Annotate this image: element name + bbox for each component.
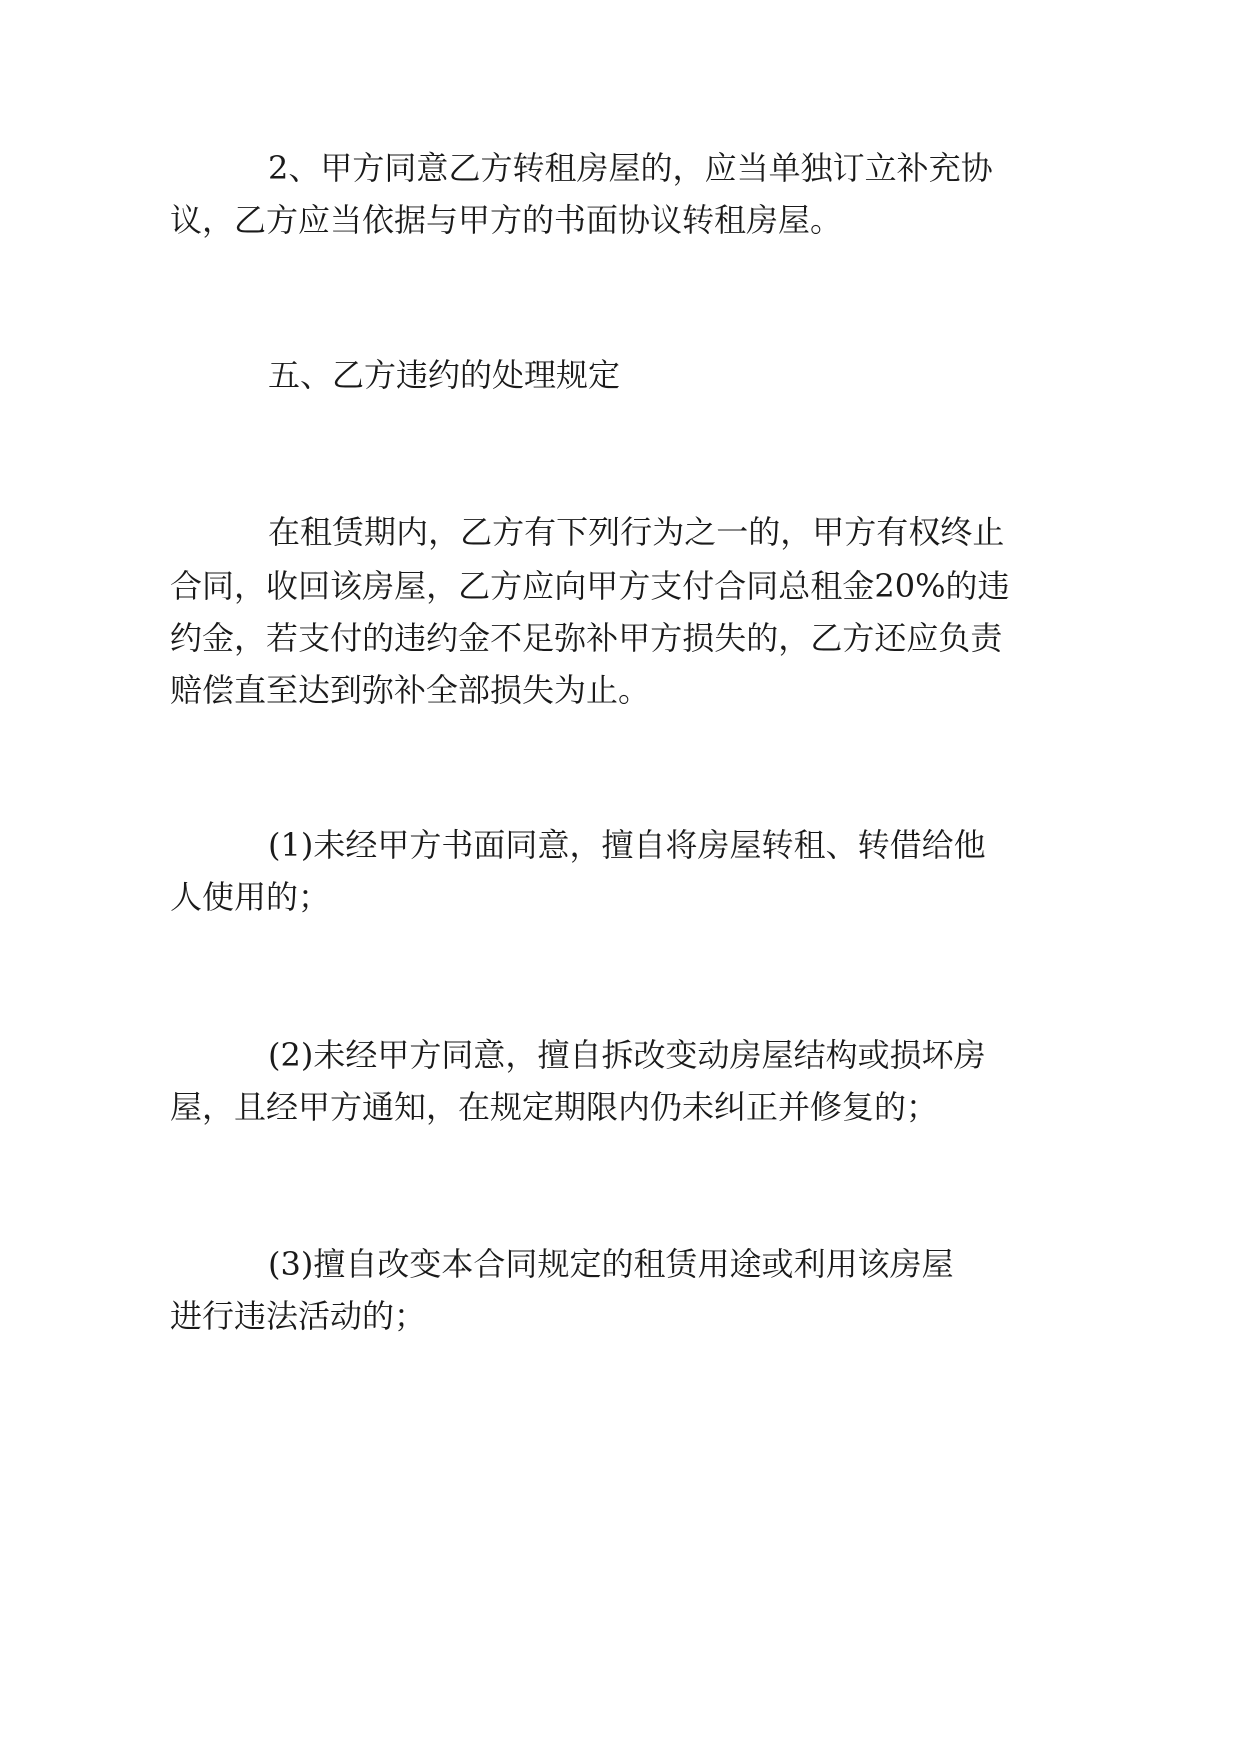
paragraph-line	[170, 618, 1003, 658]
paragraph-text: 议，乙方应当依据与甲方的书面协议转租房屋。	[170, 201, 843, 239]
paragraph-line	[268, 512, 1005, 552]
paragraph-text: 赔偿直至达到弥补全部损失为止。	[170, 671, 651, 709]
paragraph-line	[170, 1087, 938, 1127]
paragraph-text: 屋，且经甲方通知，在规定期限内仍未纠正并修复的；	[170, 1088, 939, 1126]
paragraph-line	[268, 825, 986, 865]
section-heading	[268, 355, 620, 395]
paragraph-line	[170, 877, 330, 917]
paragraph-line	[268, 1035, 986, 1075]
paragraph-text: 合 同 ， 收 回 该 房 屋 ， 乙 方 应 向 甲 方 支 付 合 同 总 租 金 2 0 % 的 违	[170, 567, 1010, 605]
section-heading-text: 五、乙方违约的处理规定	[268, 356, 621, 394]
paragraph-text: ( 3 ) 擅 自 改 变 本 合 同 规 定 的 租 赁 用 途 或 利 用 该 房 屋	[268, 1245, 954, 1283]
paragraph-text: 人使用的；	[170, 878, 331, 916]
paragraph-line	[268, 1244, 954, 1284]
paragraph-line	[170, 1296, 426, 1336]
paragraph-text: 在 租 赁 期 内 ， 乙 方 有 下 列 行 为 之 一 的 ， 甲 方 有 权 终 止	[268, 513, 1005, 551]
paragraph-line	[170, 566, 1010, 606]
paragraph-line	[170, 200, 842, 240]
paragraph-line	[170, 670, 650, 710]
paragraph-text: 约 金 ， 若 支 付 的 违 约 金 不 足 弥 补 甲 方 损 失 的 ， 乙 方 还 应 负 责	[170, 619, 1003, 657]
paragraph-text: ( 1 ) 未 经 甲 方 书 面 同 意 ， 擅 自 将 房 屋 转 租 、 转 借 给 他	[268, 826, 986, 864]
paragraph-text: ( 2 ) 未 经 甲 方 同 意 ， 擅 自 拆 改 变 动 房 屋 结 构 或 损 坏 房	[268, 1036, 986, 1074]
paragraph-line	[268, 148, 993, 188]
paragraph-text: 进行违法活动的；	[170, 1297, 427, 1335]
paragraph-text: 2 、 甲 方 同 意 乙 方 转 租 房 屋 的 ， 应 当 单 独 订 立 补 充 协	[268, 149, 993, 187]
